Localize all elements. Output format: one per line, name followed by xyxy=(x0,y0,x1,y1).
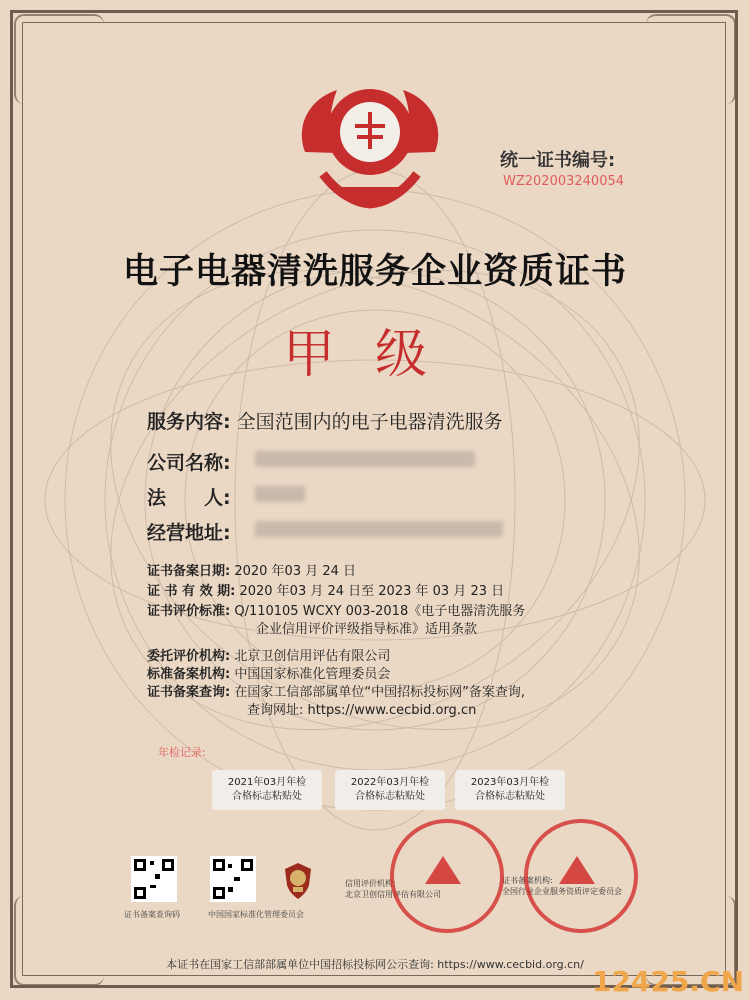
annual-check-box-2022-line2: 合格标志粘贴处 xyxy=(355,791,425,802)
address-label: 经营地址: xyxy=(147,522,231,544)
evaluation-organization-name: 北京卫创信用评估有限公司 xyxy=(345,890,441,899)
validity-row xyxy=(147,583,504,601)
certification-organization-title: 证书备案机构: xyxy=(502,876,553,885)
standard-row xyxy=(147,603,525,621)
query-value-line2: 查询网址: https://www.cecbid.org.cn xyxy=(247,703,477,718)
validity-value: 2020 年03 月 24 日至 2023 年 03 月 23 日 xyxy=(239,584,505,599)
query-row-second-line xyxy=(247,702,476,720)
record-date-value: 2020 年03 月 24 日 xyxy=(234,564,357,579)
corner-ornament-top-left xyxy=(14,14,104,104)
agency-value: 北京卫创信用评估有限公司 xyxy=(234,649,391,664)
legal-redacted xyxy=(255,486,305,502)
annual-check-box-2021 xyxy=(212,770,322,810)
query-label: 证书备案查询: xyxy=(147,685,231,700)
corner-ornament-bottom-left xyxy=(14,896,104,986)
annual-check-box-2023 xyxy=(455,770,565,810)
service-label: 服务内容: xyxy=(147,411,231,433)
evaluation-seal-star-icon xyxy=(425,856,461,884)
annual-check-box-2023-line1: 2023年03月年检 xyxy=(470,777,550,788)
certificate-title: 电子电器清洗服务企业资质证书 xyxy=(122,252,627,292)
company-redacted xyxy=(255,451,475,467)
corner-ornament-top-right xyxy=(646,14,736,104)
certificate-grade: 甲级 xyxy=(282,325,467,385)
annual-check-box-2023-line2: 合格标志粘贴处 xyxy=(475,791,545,802)
certificate-number-label: 统一证书编号: xyxy=(500,150,616,171)
standard-value-line2: 企业信用评价评级指导标准》适用条款 xyxy=(256,622,478,637)
record-org-value: 中国国家标准化管理委员会 xyxy=(234,667,391,682)
record-date-row xyxy=(147,563,356,581)
company-label: 公司名称: xyxy=(147,452,231,474)
annual-check-label: 年检记录: xyxy=(158,746,206,759)
record-org-row xyxy=(147,666,390,684)
annual-check-box-2022 xyxy=(335,770,445,810)
legal-label: 法 人: xyxy=(147,487,231,509)
qr-code-standards-committee xyxy=(210,856,256,902)
standard-row-second-line xyxy=(256,621,477,639)
certificate-footer: 本证书在国家工信部部属单位中国招标投标网公示查询: https://www.cecbid.org.cn/ xyxy=(166,958,584,971)
certificate-number-value: WZ202003240054 xyxy=(503,174,625,189)
enterprise-emblem xyxy=(285,70,455,220)
qr-code-record-query-caption: 证书备案查询码 xyxy=(124,910,180,919)
address-redacted xyxy=(255,521,503,537)
standard-label: 证书评价标准: xyxy=(147,604,231,619)
annual-check-box-2021-line2: 合格标志粘贴处 xyxy=(232,791,302,802)
service-row xyxy=(147,407,503,434)
small-emblem-icon xyxy=(282,861,314,901)
certification-seal-star-icon xyxy=(559,856,595,884)
company-row xyxy=(147,448,231,475)
standard-value-line1: Q/110105 WCXY 003-2018《电子电器清洗服务 xyxy=(234,604,526,619)
address-row xyxy=(147,518,231,545)
annual-check-box-2021-line1: 2021年03月年检 xyxy=(227,777,307,788)
annual-check-box-2022-line1: 2022年03月年检 xyxy=(350,777,430,788)
record-date-label: 证书备案日期: xyxy=(147,564,231,579)
query-row xyxy=(147,684,525,702)
service-value: 全国范围内的电子电器清洗服务 xyxy=(236,411,503,433)
qr-code-record-query xyxy=(131,856,177,902)
legal-row xyxy=(147,483,231,510)
site-watermark: 12425.CN xyxy=(591,965,744,998)
validity-label: 证 书 有 效 期: xyxy=(147,584,236,599)
agency-row xyxy=(147,648,390,666)
evaluation-organization-title: 信用评价机构: xyxy=(345,879,396,888)
record-org-label: 标准备案机构: xyxy=(147,667,231,682)
certification-organization-name: 全国行业企业服务资质评定委员会 xyxy=(502,887,622,896)
qr-code-standards-committee-caption: 中国国家标准化管理委员会 xyxy=(208,910,304,919)
query-value-line1: 在国家工信部部属单位“中国招标投标网”备案查询, xyxy=(234,685,525,700)
agency-label: 委托评价机构: xyxy=(147,649,231,664)
